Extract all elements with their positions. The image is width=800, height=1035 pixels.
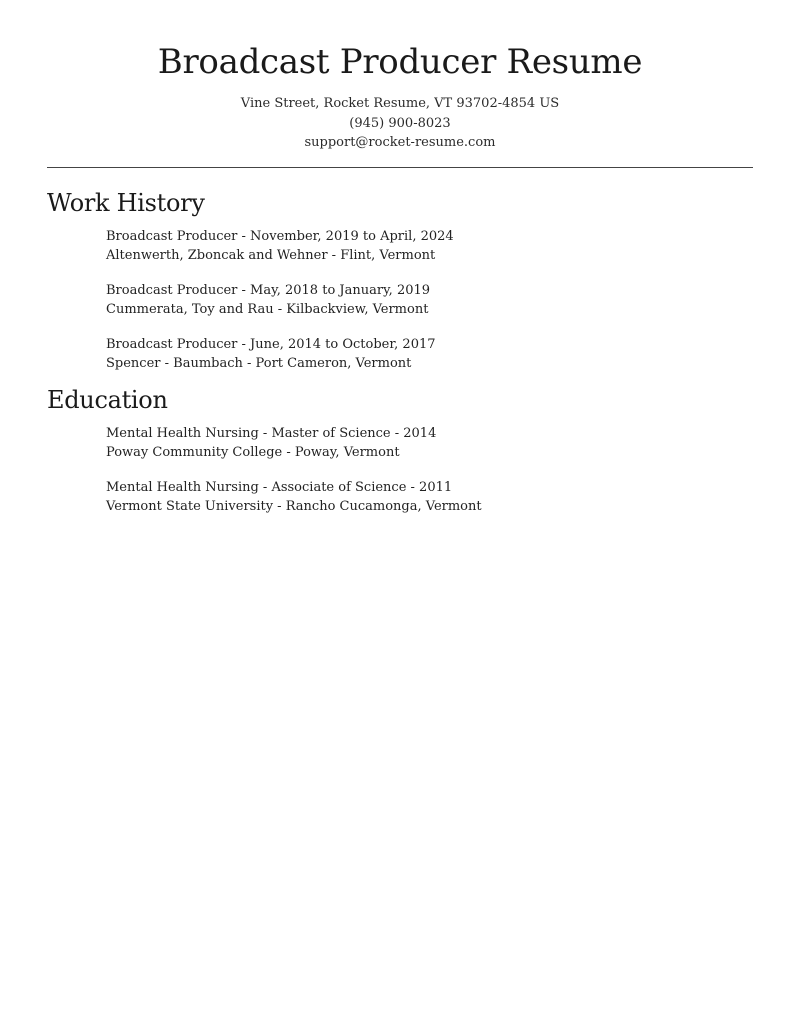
work-entry-title: Broadcast Producer - May, 2018 to January, 2019: [106, 283, 431, 298]
page-title: Broadcast Producer Resume: [157, 42, 643, 82]
work-history-heading: Work History: [47, 189, 205, 217]
education-entry: [106, 478, 482, 516]
work-entry-title: Broadcast Producer - June, 2014 to October, 2017: [106, 337, 436, 352]
header-divider: [47, 167, 753, 168]
work-entry-employer: Cummerata, Toy and Rau - Kilbackview, Vermont: [106, 302, 429, 317]
work-entry-employer: Spencer - Baumbach - Port Cameron, Vermont: [106, 356, 412, 371]
work-entry-title: Broadcast Producer - November, 2019 to April, 2024: [106, 229, 454, 244]
education-entry-school: Poway Community College - Poway, Vermont: [106, 445, 400, 460]
work-entry: [106, 281, 430, 319]
email: support@rocket-resume.com: [304, 135, 496, 150]
address: Vine Street, Rocket Resume, VT 93702-4854 US: [240, 96, 560, 111]
work-entry-employer: Altenwerth, Zboncak and Wehner - Flint, Vermont: [106, 248, 436, 263]
education-entry-degree: Mental Health Nursing - Associate of Science - 2011: [106, 480, 453, 495]
education-entry: [106, 424, 436, 462]
work-entry: [106, 227, 454, 265]
contact-info: [0, 94, 800, 153]
education-entry-degree: Mental Health Nursing - Master of Science - 2014: [106, 426, 437, 441]
phone: (945) 900-8023: [349, 115, 451, 131]
work-entry: [106, 335, 436, 373]
education-entry-school: Vermont State University - Rancho Cucamonga, Vermont: [106, 499, 482, 514]
education-heading: Education: [47, 386, 168, 414]
